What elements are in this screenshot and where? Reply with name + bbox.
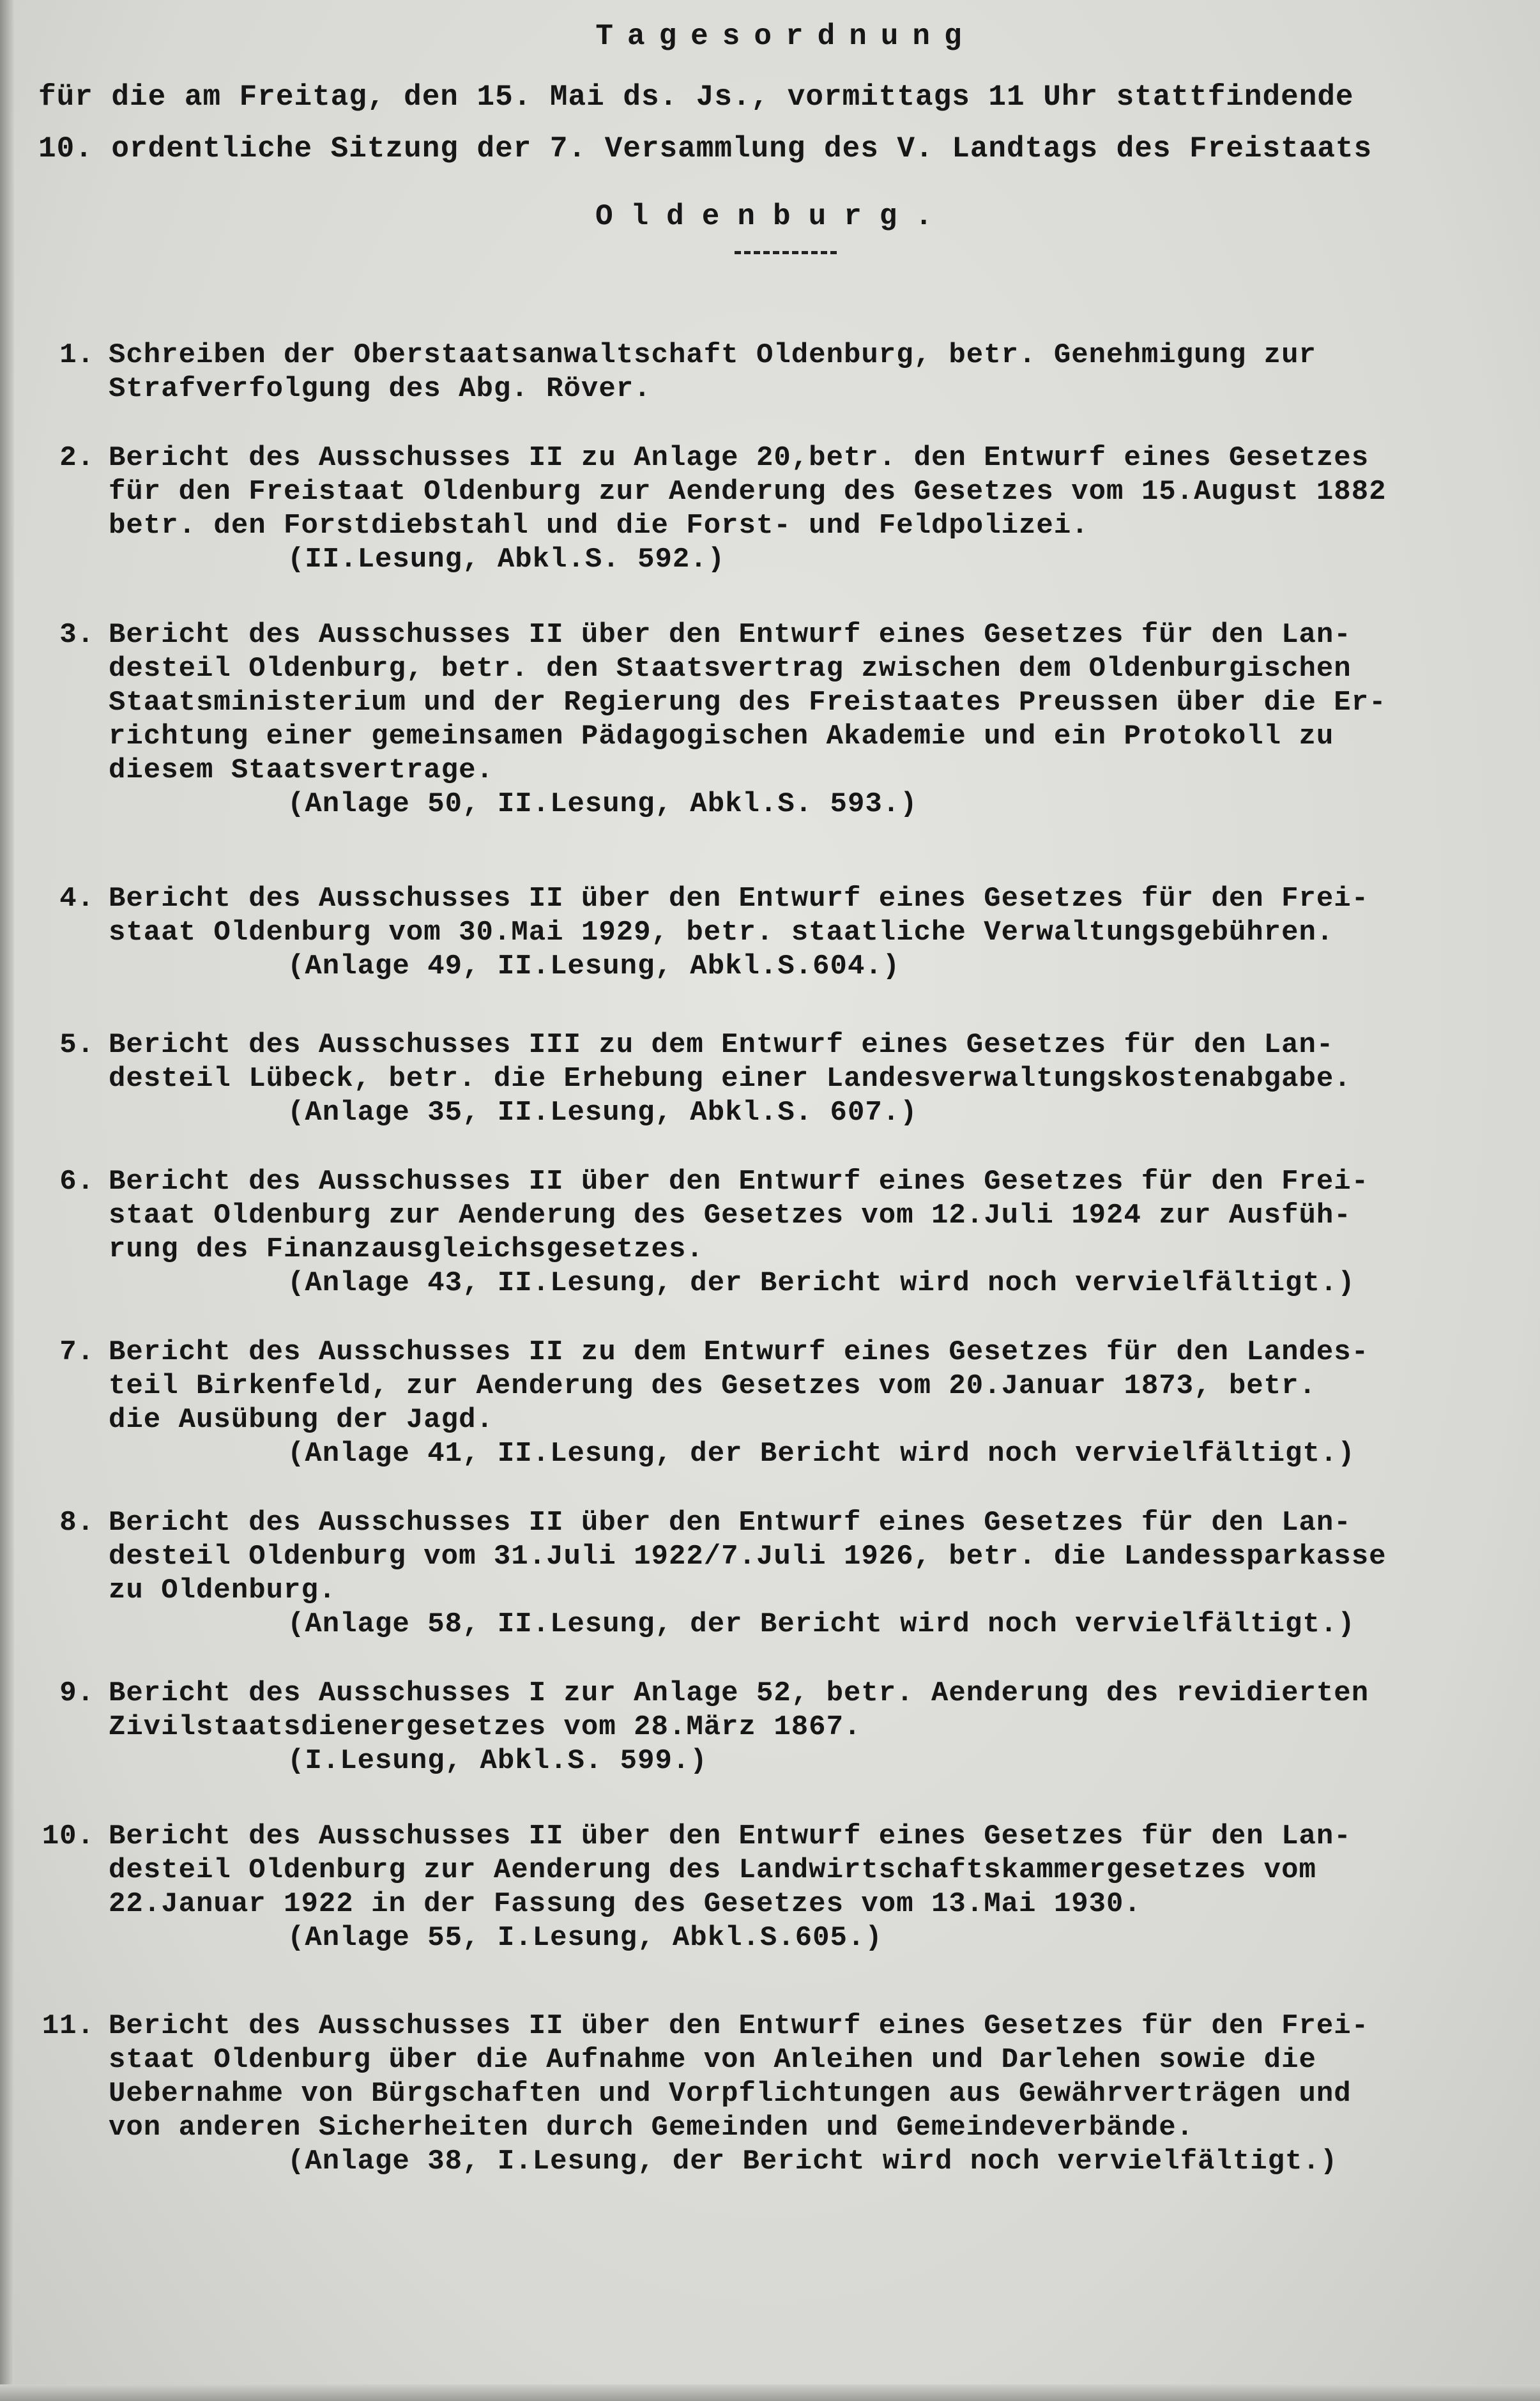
agenda-item-body bbox=[109, 618, 1513, 821]
session-description-line-1: für die am Freitag, den 15. Mai ds. Js., vormittags 11 Uhr stattfindende bbox=[38, 80, 1354, 114]
agenda-item-text-line: Zivilstaatsdienergesetzes vom 28.März 1867. bbox=[109, 1711, 862, 1743]
agenda-item bbox=[37, 618, 1513, 821]
agenda-item-reference: (Anlage 58, II.Lesung, der Bericht wird noch vervielfältigt.) bbox=[287, 1608, 1355, 1640]
agenda-item-number: 4. bbox=[59, 883, 95, 915]
agenda-item bbox=[37, 882, 1513, 984]
agenda-item-number: 9. bbox=[59, 1677, 95, 1709]
agenda-item-number: 3. bbox=[59, 619, 95, 651]
agenda-item-number: 8. bbox=[59, 1507, 95, 1539]
agenda-item-text-line: Uebernahme von Bürgschaften und Vorpflichtungen aus Gewährverträgen und bbox=[109, 2078, 1352, 2110]
agenda-item-text-line: Bericht des Ausschusses II über den Entwurf eines Gesetzes für den Lan- bbox=[109, 619, 1352, 651]
place-name: Oldenburg. bbox=[595, 199, 951, 233]
agenda-item-text-line: richtung einer gemeinsamen Pädagogischen Akademie und ein Protokoll zu bbox=[109, 720, 1334, 752]
agenda-item-text-line: Bericht des Ausschusses II zu dem Entwurf eines Gesetzes für den Landes- bbox=[109, 1336, 1369, 1368]
agenda-item bbox=[37, 1506, 1513, 1642]
agenda-item-text-line: desteil Oldenburg vom 31.Juli 1922/7.Juli 1926, betr. die Landessparkasse bbox=[109, 1541, 1387, 1573]
agenda-item-text-line: Strafverfolgung des Abg. Röver. bbox=[109, 373, 652, 405]
agenda-item-body bbox=[109, 1165, 1513, 1300]
agenda-item-text-line: Schreiben der Oberstaatsanwaltschaft Oldenburg, betr. Genehmigung zur bbox=[109, 339, 1316, 371]
agenda-item-text-line: staat Oldenburg zur Aenderung des Gesetzes vom 12.Juli 1924 zur Ausfüh- bbox=[109, 1200, 1352, 1231]
agenda-item-text-line: von anderen Sicherheiten durch Gemeinden und Gemeindeverbände. bbox=[109, 2112, 1194, 2144]
agenda-item-reference: (Anlage 49, II.Lesung, Abkl.S.604.) bbox=[287, 950, 901, 982]
agenda-item-text-line: rung des Finanzausgleichsgesetzes. bbox=[109, 1233, 704, 1265]
agenda-item-text-line: Bericht des Ausschusses II über den Entwurf eines Gesetzes für den Frei- bbox=[109, 1166, 1369, 1198]
agenda-item-number: 2. bbox=[59, 442, 95, 474]
page-bottom-edge bbox=[0, 2384, 1540, 2401]
agenda-item bbox=[37, 1820, 1513, 1955]
agenda-item-text-line: die Ausübung der Jagd. bbox=[109, 1404, 494, 1436]
agenda-item-number: 10. bbox=[42, 1820, 95, 1852]
agenda-item-text-line: für den Freistaat Oldenburg zur Aenderung des Gesetzes vom 15.August 1882 bbox=[109, 476, 1387, 508]
agenda-item bbox=[37, 1336, 1513, 1471]
agenda-item-reference: (Anlage 38, I.Lesung, der Bericht wird noch vervielfältigt.) bbox=[287, 2146, 1338, 2177]
agenda-item-text-line: Bericht des Ausschusses II über den Entwurf eines Gesetzes für den Lan- bbox=[109, 1507, 1352, 1539]
agenda-item-body bbox=[109, 1677, 1513, 1778]
agenda-item-reference: (Anlage 55, I.Lesung, Abkl.S.605.) bbox=[287, 1922, 883, 1954]
agenda-item-text-line: Bericht des Ausschusses II über den Entwurf eines Gesetzes für den Frei- bbox=[109, 883, 1369, 915]
agenda-item-reference: (Anlage 35, II.Lesung, Abkl.S. 607.) bbox=[287, 1097, 918, 1129]
agenda-item-text-line: Bericht des Ausschusses I zur Anlage 52, betr. Aenderung des revidierten bbox=[109, 1677, 1369, 1709]
agenda-item-reference: (Anlage 50, II.Lesung, Abkl.S. 593.) bbox=[287, 788, 918, 820]
agenda-item-reference: (Anlage 41, II.Lesung, der Bericht wird noch vervielfältigt.) bbox=[287, 1438, 1355, 1470]
agenda-item-body bbox=[109, 339, 1513, 406]
agenda-item-text-line: 22.Januar 1922 in der Fassung des Gesetzes vom 13.Mai 1930. bbox=[109, 1888, 1141, 1920]
agenda-item-number: 5. bbox=[59, 1029, 95, 1061]
agenda-item-text-line: diesem Staatsvertrage. bbox=[109, 754, 494, 786]
agenda-item bbox=[37, 2009, 1513, 2179]
agenda-item-text-line: teil Birkenfeld, zur Aenderung des Gesetzes vom 20.Januar 1873, betr. bbox=[109, 1370, 1316, 1402]
agenda-item-body bbox=[109, 2009, 1513, 2179]
agenda-item-body bbox=[109, 1028, 1513, 1130]
session-description-line-2: 10. ordentliche Sitzung der 7. Versammlung des V. Landtags des Freistaats bbox=[38, 132, 1373, 166]
agenda-item bbox=[37, 1028, 1513, 1130]
document-title: Tagesordnung bbox=[595, 20, 976, 53]
title-divider bbox=[735, 251, 837, 254]
agenda-item-number: 6. bbox=[59, 1166, 95, 1198]
agenda-item-body bbox=[109, 1336, 1513, 1471]
agenda-item-text-line: desteil Oldenburg, betr. den Staatsvertrag zwischen dem Oldenburgischen bbox=[109, 653, 1352, 685]
document-header bbox=[38, 19, 1507, 254]
agenda-item bbox=[37, 1165, 1513, 1300]
agenda-item-text-line: betr. den Forstdiebstahl und die Forst- und Feldpolizei. bbox=[109, 510, 1089, 542]
agenda-item-text-line: Bericht des Ausschusses II über den Entwurf eines Gesetzes für den Frei- bbox=[109, 2010, 1369, 2042]
agenda-item-text-line: Bericht des Ausschusses II über den Entwurf eines Gesetzes für den Lan- bbox=[109, 1820, 1352, 1852]
agenda-item-text-line: staat Oldenburg über die Aufnahme von Anleihen und Darlehen sowie die bbox=[109, 2044, 1316, 2076]
agenda-item-number: 1. bbox=[59, 339, 95, 371]
agenda-item-text-line: desteil Oldenburg zur Aenderung des Landwirtschaftskammergesetzes vom bbox=[109, 1854, 1316, 1886]
page-left-edge bbox=[0, 0, 14, 2401]
agenda-item-number: 11. bbox=[42, 2010, 95, 2042]
agenda-item-reference: (I.Lesung, Abkl.S. 599.) bbox=[287, 1745, 708, 1777]
agenda-item-text-line: zu Oldenburg. bbox=[109, 1574, 337, 1606]
agenda-item-text-line: Bericht des Ausschusses III zu dem Entwurf eines Gesetzes für den Lan- bbox=[109, 1029, 1334, 1061]
agenda-item-body bbox=[109, 441, 1513, 577]
agenda-item-text-line: desteil Lübeck, betr. die Erhebung einer Landesverwaltungskostenabgabe. bbox=[109, 1063, 1352, 1095]
agenda-item-text-line: staat Oldenburg vom 30.Mai 1929, betr. staatliche Verwaltungsgebühren. bbox=[109, 917, 1334, 949]
agenda-item-text-line: Staatsministerium und der Regierung des Freistaates Preussen über die Er- bbox=[109, 687, 1387, 719]
agenda-item bbox=[37, 339, 1513, 406]
agenda-item-body bbox=[109, 1820, 1513, 1955]
agenda-item-body bbox=[109, 882, 1513, 984]
agenda-item-body bbox=[109, 1506, 1513, 1642]
agenda-item bbox=[37, 1677, 1513, 1778]
agenda-item bbox=[37, 441, 1513, 577]
agenda-list bbox=[37, 339, 1513, 2179]
agenda-item-reference: (II.Lesung, Abkl.S. 592.) bbox=[287, 544, 726, 575]
agenda-item-number: 7. bbox=[59, 1336, 95, 1368]
agenda-item-reference: (Anlage 43, II.Lesung, der Bericht wird noch vervielfältigt.) bbox=[287, 1267, 1355, 1299]
agenda-item-text-line: Bericht des Ausschusses II zu Anlage 20,betr. den Entwurf eines Gesetzes bbox=[109, 442, 1369, 474]
